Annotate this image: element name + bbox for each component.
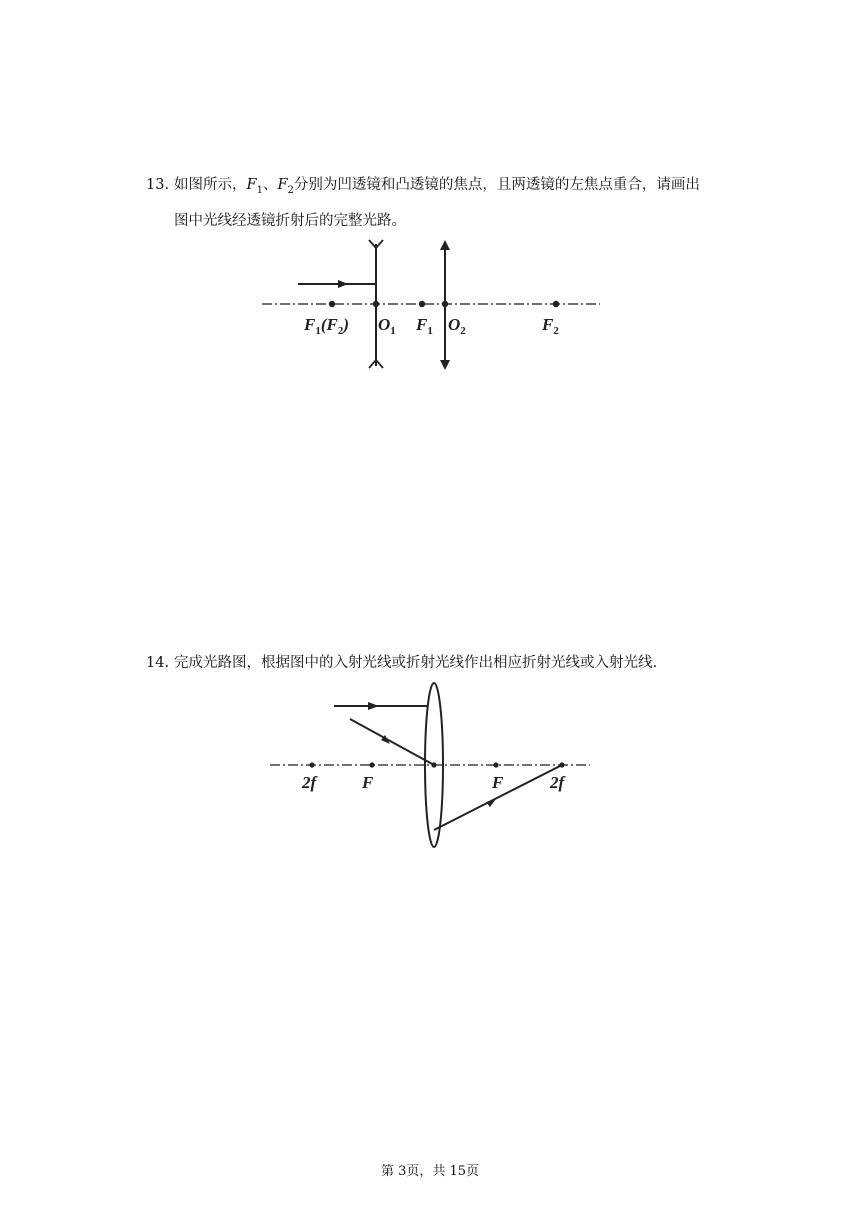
point-f1f2 bbox=[329, 301, 335, 307]
point-f-right bbox=[493, 762, 498, 767]
convex-lens-bottom-arrow bbox=[440, 360, 450, 370]
point-o2 bbox=[442, 301, 448, 307]
point-f1 bbox=[419, 301, 425, 307]
incident-ray-arrow bbox=[338, 280, 348, 288]
question-14 bbox=[146, 648, 746, 678]
lens-diagram-14 bbox=[268, 678, 598, 853]
incident-ray-parallel-arrow bbox=[368, 702, 379, 710]
convex-lens-top-arrow bbox=[440, 240, 450, 250]
question-text-part: 如图所示， bbox=[174, 177, 247, 193]
label-f1: $F_1$ bbox=[416, 315, 433, 337]
question-text-line2: 图中光线经透镜折射后的完整光路。 bbox=[174, 212, 406, 229]
question-number: 14. bbox=[146, 655, 170, 671]
label-o1: $O_1$ bbox=[378, 315, 396, 337]
separator: 、 bbox=[262, 177, 278, 193]
question-13 bbox=[146, 170, 746, 236]
point-lens-center bbox=[431, 762, 436, 767]
math-f2: $F_2$ bbox=[277, 177, 294, 196]
point-f-left bbox=[369, 762, 374, 767]
page-footer: 第 3页，共 15页 bbox=[380, 1164, 480, 1179]
label-f2: $F_2$ bbox=[542, 315, 559, 337]
label-o2: $O_2$ bbox=[448, 315, 466, 337]
incident-ray-oblique bbox=[350, 719, 434, 765]
label-f1f2: $F_1(F_2)$ bbox=[304, 315, 350, 337]
math-f1: $F_1$ bbox=[246, 177, 263, 196]
label-2f-right: 2f bbox=[550, 773, 565, 792]
question-text: 完成光路图，根据图中的入射光线或折射光线作出相应折射光线或入射光线. bbox=[174, 655, 658, 671]
question-text bbox=[174, 170, 746, 236]
point-o1 bbox=[373, 301, 379, 307]
point-f2 bbox=[553, 301, 559, 307]
label-2f-left: 2f bbox=[302, 773, 317, 792]
question-text-part: 分别为凹透镜和凸透镜的焦点，且两透镜的左焦点重合，请画出 bbox=[293, 177, 700, 193]
point-2f-left bbox=[309, 762, 314, 767]
point-2f-right bbox=[559, 762, 564, 767]
label-f-left: F bbox=[362, 773, 374, 792]
lens-diagram-13 bbox=[260, 236, 605, 371]
label-f-right: F bbox=[492, 773, 504, 792]
question-number: 13. bbox=[146, 177, 170, 193]
